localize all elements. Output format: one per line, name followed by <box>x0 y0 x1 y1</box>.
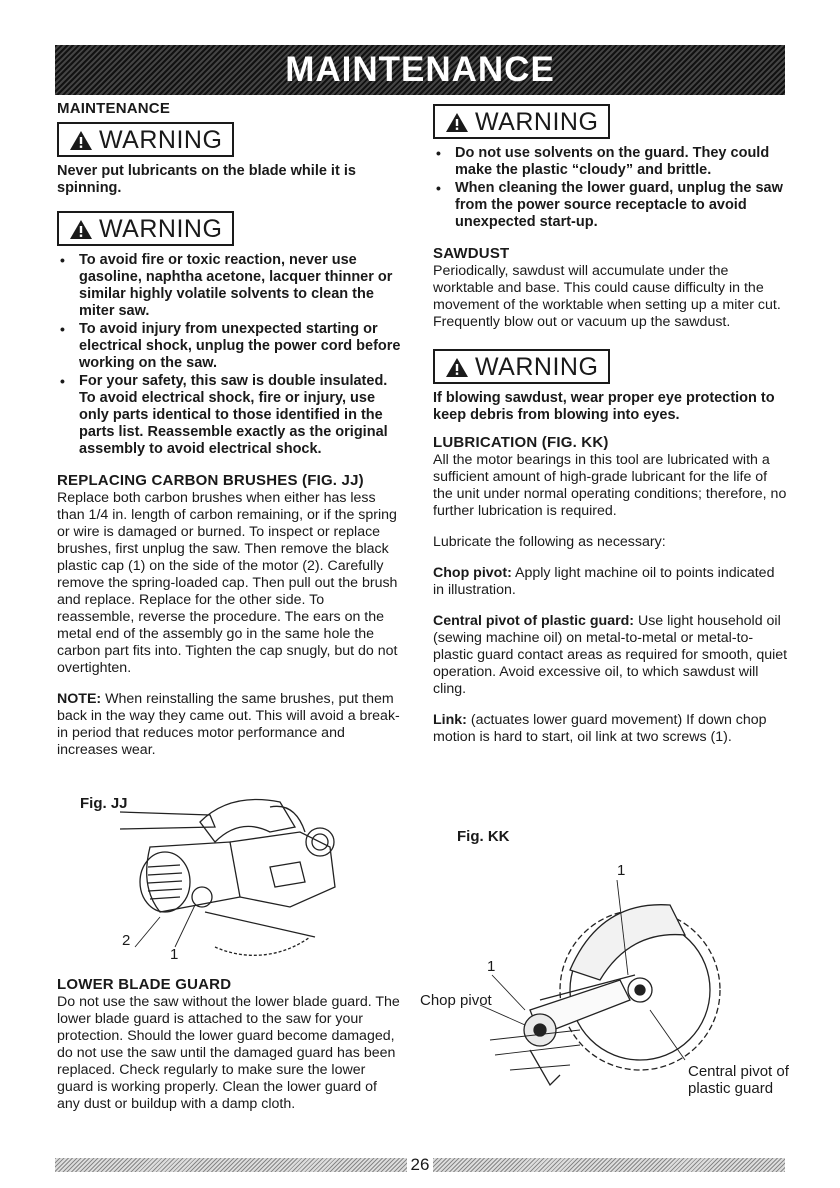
footer-rule-left <box>55 1158 407 1172</box>
warning-box-4 <box>433 349 610 384</box>
lubrication-text: All the motor bearings in this tool are lubricated with a sufficient amount of high-grade lubricant for the life of the unit under normal operating conditions; therefore, no further lubrication is required. <box>433 452 787 519</box>
fig-jj-illustration <box>120 787 360 975</box>
fig-jj-callout-1: 1 <box>170 946 179 963</box>
warning-triangle-icon <box>445 112 469 133</box>
fig-jj-label: Fig. JJ <box>80 795 128 812</box>
note-paragraph <box>57 691 402 759</box>
brushes-heading: REPLACING CARBON BRUSHES (FIG. JJ) <box>57 472 364 489</box>
central-pivot-paragraph <box>433 613 788 698</box>
warning-box-2 <box>57 211 234 246</box>
page-banner <box>55 45 785 95</box>
warning-3-list <box>433 145 788 231</box>
list-item: • When cleaning the lower guard, unplug the saw from the power source receptacle to avoid unexpected start-up. <box>433 180 788 231</box>
lubrication-heading: LUBRICATION (FIG. KK) <box>433 434 609 451</box>
warning-triangle-icon <box>69 130 93 151</box>
banner-title: MAINTENANCE <box>285 50 555 89</box>
lubrication-intro: Lubricate the following as necessary: <box>433 534 666 550</box>
note-text: When reinstalling the same brushes, put them back in the way they came out. This will avoid a break-in period that reduces motor performance and increases wear. <box>57 691 400 758</box>
brushes-text: Replace both carbon brushes when either has less than 1/4 in. length of carbon remaining, or if the spring or wire is damaged or burned. To inspect or replace brushes, first unplug the saw. Then remove the black plastic cap (1) on the side of the motor (2). Carefully remove the spring-loaded cap. Then pull out the brush and replace. Replace for the other side. To reassemble, reverse the procedure. The ears on the metal end of the assembly go in the same hole the carbon part fits into. Tighten the cap snugly, but do not overtighten. <box>57 490 398 676</box>
central-pivot-label: Central pivot of plastic guard: <box>433 613 635 629</box>
warning-text-1: Never put lubricants on the blade while it is spinning. <box>57 163 356 196</box>
sawdust-heading: SAWDUST <box>433 245 510 262</box>
warning-text-4: If blowing sawdust, wear proper eye protection to keep debris from blowing into eyes. <box>433 390 775 423</box>
fig-kk-label: Fig. KK <box>457 828 510 845</box>
chop-pivot-label: Chop pivot: <box>433 565 512 581</box>
maintenance-heading: MAINTENANCE <box>57 100 171 117</box>
list-item: • To avoid injury from unexpected starting or electrical shock, unplug the power cord before working on the saw. <box>57 321 402 372</box>
lower-guard-section <box>57 976 402 1127</box>
fig-kk-chop-pivot-label: Chop pivot <box>420 992 492 1009</box>
list-item: • Do not use solvents on the guard. They could make the plastic “cloudy” and brittle. <box>433 145 788 179</box>
chop-pivot-paragraph <box>433 565 788 599</box>
warning-box-1 <box>57 122 234 157</box>
warning-triangle-icon <box>69 219 93 240</box>
warning-triangle-icon <box>445 357 469 378</box>
list-item: • To avoid fire or toxic reaction, never use gasoline, naphtha acetone, lacquer thinner or similar highly volatile solvents to clean the miter saw. <box>57 252 402 320</box>
sawdust-text: Periodically, sawdust will accumulate under the worktable and base. This could cause difficulty in the movement of the worktable when setting up a miter cut. Frequently blow out or vacuum up the sawdust. <box>433 263 781 330</box>
fig-kk-callout-top: 1 <box>617 862 626 879</box>
link-paragraph <box>433 712 788 746</box>
fig-kk-central-pivot-label: Central pivot of plastic guard <box>688 1063 789 1097</box>
warning-label-4: WARNING <box>475 352 599 381</box>
warning-label-2: WARNING <box>99 214 223 243</box>
right-column <box>433 100 788 760</box>
guard-text: Do not use the saw without the lower blade guard. The lower blade guard is attached to the saw for your protection. Should the lower guard become damaged, do not use the saw until the damaged guard has been replaced. Check regularly to make sure the lower guard is working properly. Clean the lower guard of any dust or buildup with a damp cloth. <box>57 994 400 1112</box>
warning-label-1: WARNING <box>99 125 223 154</box>
list-item: • For your safety, this saw is double insulated. To avoid electrical shock, fire or injury, use only parts identical to those identified in the parts list. Reassemble exactly as the original assembly to avoid electrical shock. <box>57 373 402 458</box>
link-text: (actuates lower guard movement) If down chop motion is hard to start, oil link at two screws (1). <box>433 712 767 745</box>
warning-label-3: WARNING <box>475 107 599 136</box>
warning-box-3 <box>433 104 610 139</box>
page-footer <box>55 1155 785 1175</box>
fig-jj-callout-2: 2 <box>122 932 131 949</box>
fig-kk-callout-mid: 1 <box>487 958 496 975</box>
note-label: NOTE: <box>57 691 102 707</box>
central-pivot-text: Use light household oil (sewing machine oil) on metal-to-metal or metal-to-plastic guard contact areas as required for smooth, quiet operation. Avoid excessive oil, to which sawdust will cling. <box>433 613 788 697</box>
footer-rule-right <box>433 1158 785 1172</box>
page-number: 26 <box>410 1155 430 1174</box>
guard-heading: LOWER BLADE GUARD <box>57 976 232 993</box>
left-column <box>57 100 402 773</box>
link-label: Link: <box>433 712 467 728</box>
chop-pivot-text: Apply light machine oil to points indicated in illustration. <box>433 565 775 598</box>
warning-2-list <box>57 252 402 458</box>
